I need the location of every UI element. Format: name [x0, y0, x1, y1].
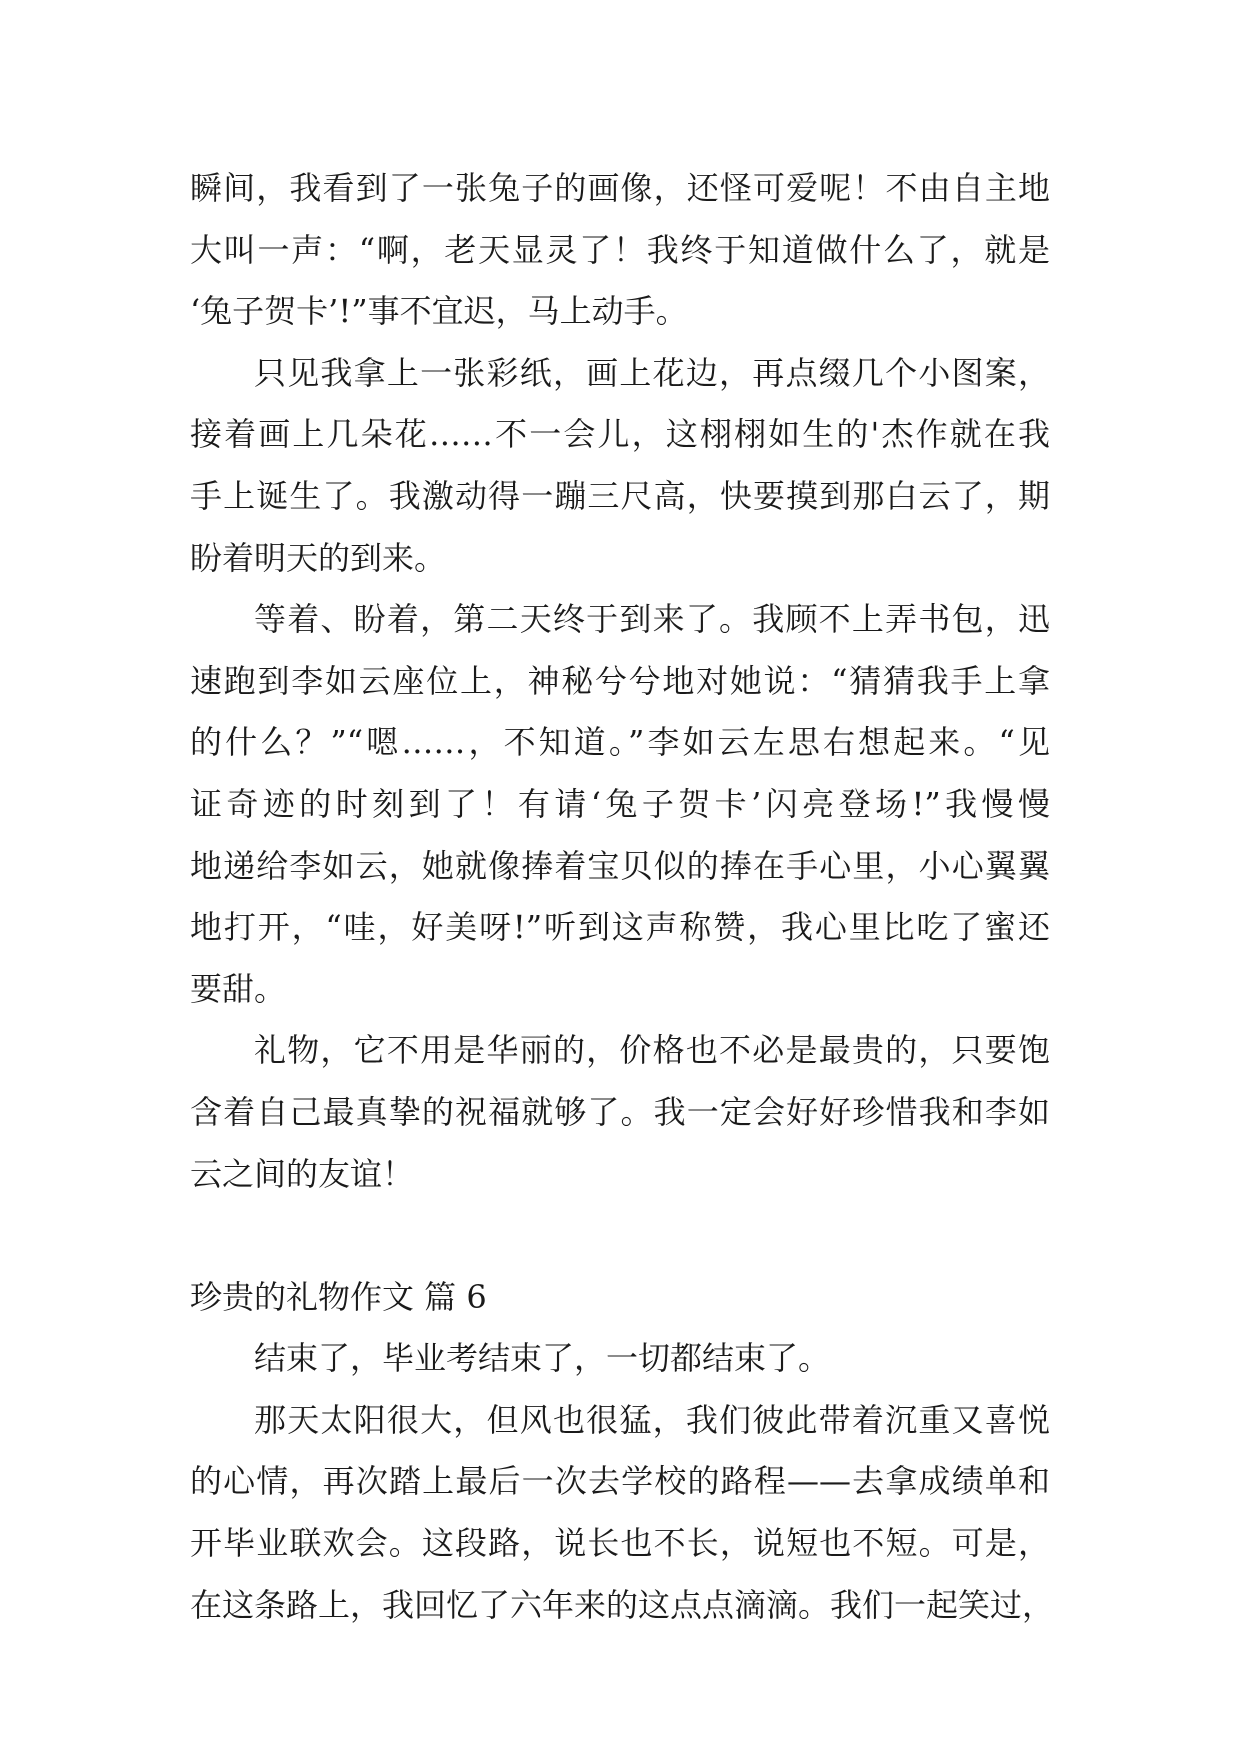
text-line: 证奇迹的时刻到了！有请‘兔子贺卡’闪亮登场!”我慢慢	[190, 784, 1050, 823]
paragraph	[190, 158, 1050, 343]
text-line: 在这条路上，我回忆了六年来的这点点滴滴。我们一起笑过，	[190, 1585, 1055, 1624]
text-line: 速跑到李如云座位上，神秘兮兮地对她说：“猜猜我手上拿	[190, 661, 1050, 700]
text-line: 盼着明天的到来。	[190, 538, 447, 577]
text-line: 礼物，它不用是华丽的，价格也不必是最贵的，只要饱	[254, 1031, 1050, 1070]
text-line: 瞬间，我看到了一张兔子的画像，还怪可爱呢！不由自主地	[190, 169, 1050, 207]
paragraph	[190, 589, 1050, 1020]
text-line: 要甜。	[190, 969, 287, 1008]
paragraph	[190, 1020, 1050, 1205]
text-line: 的心情，再次踏上最后一次去学校的路程——去拿成绩单和	[190, 1462, 1050, 1501]
text-line: 那天太阳很大，但风也很猛，我们彼此带着沉重又喜悦	[254, 1400, 1050, 1439]
text-line: 的什么？”“嗯……，不知道。”李如云左思右想起来。“见	[190, 723, 1050, 762]
text-line: 云之间的友谊！	[190, 1154, 415, 1193]
text-line: 手上诞生了。我激动得一蹦三尺高，快要摸到那白云了，期	[190, 476, 1050, 515]
text-line: ‘兔子贺卡’!”事不宜迟，马上动手。	[190, 292, 688, 331]
text-line: 含着自己最真挚的祝福就够了。我一定会好好珍惜我和李如	[190, 1092, 1050, 1131]
paragraph	[190, 1328, 1050, 1390]
text-line: 只见我拿上一张彩纸，画上花边，再点缀几个小图案，	[254, 353, 1050, 392]
text-line: 结束了，毕业考结束了，一切都结束了。	[254, 1339, 831, 1378]
text-line: 等着、盼着，第二天终于到来了。我顾不上弄书包，迅	[254, 600, 1050, 639]
essay-body	[190, 158, 1055, 1636]
paragraph	[190, 343, 1050, 589]
text-line: 大叫一声：“啊，老天显灵了！我终于知道做什么了，就是	[190, 230, 1050, 269]
section-heading	[190, 1267, 1050, 1329]
text-line: 地打开，“哇，好美呀!”听到这声称赞，我心里比吃了蜜还	[190, 908, 1050, 947]
section-gap	[190, 1205, 1050, 1267]
text-line: 地递给李如云，她就像捧着宝贝似的捧在手心里，小心翼翼	[190, 846, 1050, 885]
text-line: 接着画上几朵花……不一会儿，这栩栩如生的'杰作就在我	[190, 415, 1050, 454]
paragraph	[190, 1390, 1055, 1636]
heading-text: 珍贵的礼物作文 篇 6	[190, 1277, 487, 1316]
text-line: 开毕业联欢会。这段路，说长也不长，说短也不短。可是，	[190, 1524, 1050, 1563]
